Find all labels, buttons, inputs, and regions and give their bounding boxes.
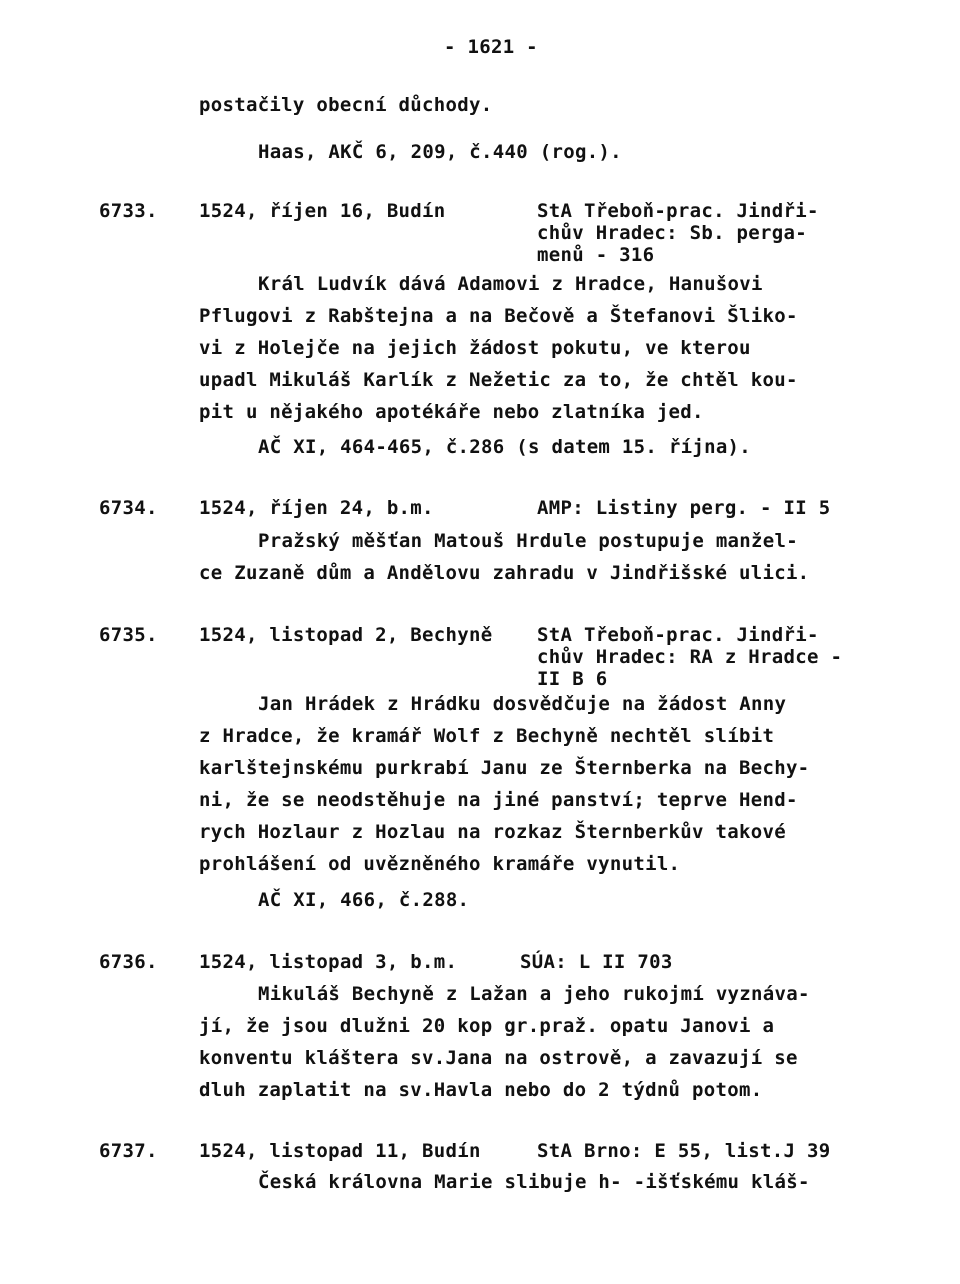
entry-archive-line: StA Třeboň-prac. Jindři-	[537, 624, 819, 646]
entry-archive-line: StA Třeboň-prac. Jindři-	[537, 200, 819, 222]
entry-date-place: 1524, listopad 2, Bechyně	[199, 624, 493, 646]
entry-body-line: prohlášení od uvězněného kramáře vynutil.	[199, 853, 681, 875]
entry-body-line: Česká královna Marie slibuje h- -išťskému kláš-	[258, 1171, 810, 1193]
entry-body-line: karlštejnskému purkrabí Janu ze Šternberka na Bechy-	[199, 757, 810, 779]
entry-date-place: 1524, říjen 24, b.m.	[199, 497, 434, 519]
entry-archive-line: menů - 316	[537, 244, 655, 266]
entry-body-line: Jan Hrádek z Hrádku dosvědčuje na žádost Anny	[258, 693, 787, 715]
entry-body-line: dluh zaplatit na sv.Havla nebo do 2 týdnů potom.	[199, 1079, 763, 1101]
entry-body-line: ce Zuzaně dům a Andělovu zahradu v Jindřišské ulici.	[199, 562, 810, 584]
entry-body-line: Pflugovi z Rabštejna a na Bečově a Štefanovi Šliko-	[199, 305, 798, 327]
entry-body-line: rych Hozlaur z Hozlau na rozkaz Šternberkův takové	[199, 821, 786, 843]
entry-body-line: konventu kláštera sv.Jana na ostrově, a zavazují se	[199, 1047, 798, 1069]
entry-number: 6734.	[99, 497, 158, 519]
entry-archive-line: II B 6	[537, 668, 608, 690]
entry-citation: AČ XI, 464-465, č.286 (s datem 15. října).	[258, 436, 752, 458]
intro-text-end: postačily obecní důchody.	[199, 94, 493, 116]
entry-body-line: Král Ludvík dává Adamovi z Hradce, Hanušovi	[258, 273, 763, 295]
entry-archive-line: SÚA: L II 703	[520, 951, 673, 973]
page-number: - 1621 -	[444, 36, 538, 58]
entry-number: 6735.	[99, 624, 158, 646]
entry-number: 6733.	[99, 200, 158, 222]
entry-citation: AČ XI, 466, č.288.	[258, 889, 470, 911]
entry-body-line: upadl Mikuláš Karlík z Nežetic za to, že chtěl kou-	[199, 369, 798, 391]
entry-body-line: jí, že jsou dlužni 20 kop gr.praž. opatu Janovi a	[199, 1015, 775, 1037]
entry-number: 6736.	[99, 951, 158, 973]
entry-body-line: Mikuláš Bechyně z Lažan a jeho rukojmí vyznáva-	[258, 983, 810, 1005]
entry-date-place: 1524, listopad 3, b.m.	[199, 951, 458, 973]
entry-body-line: pit u nějakého apotékáře nebo zlatníka jed.	[199, 401, 704, 423]
entry-number: 6737.	[99, 1140, 158, 1162]
entry-body-line: Pražský měšťan Matouš Hrdule postupuje manžel-	[258, 530, 798, 552]
entry-archive-line: chův Hradec: Sb. perga-	[537, 222, 807, 244]
entry-body-line: ni, že se neodstěhuje na jiné panství; teprve Hend-	[199, 789, 798, 811]
entry-archive-line: AMP: Listiny perg. - II 5	[537, 497, 831, 519]
entry-date-place: 1524, říjen 16, Budín	[199, 200, 446, 222]
entry-body-line: z Hradce, že kramář Wolf z Bechyně nechtěl slíbit	[199, 725, 775, 747]
entry-date-place: 1524, listopad 11, Budín	[199, 1140, 481, 1162]
entry-body-line: vi z Holejče na jejich žádost pokutu, ve kterou	[199, 337, 751, 359]
entry-archive-line: chův Hradec: RA z Hradce -	[537, 646, 843, 668]
intro-citation: Haas, AKČ 6, 209, č.440 (rog.).	[258, 141, 622, 163]
entry-archive-line: StA Brno: E 55, list.J 39	[537, 1140, 831, 1162]
